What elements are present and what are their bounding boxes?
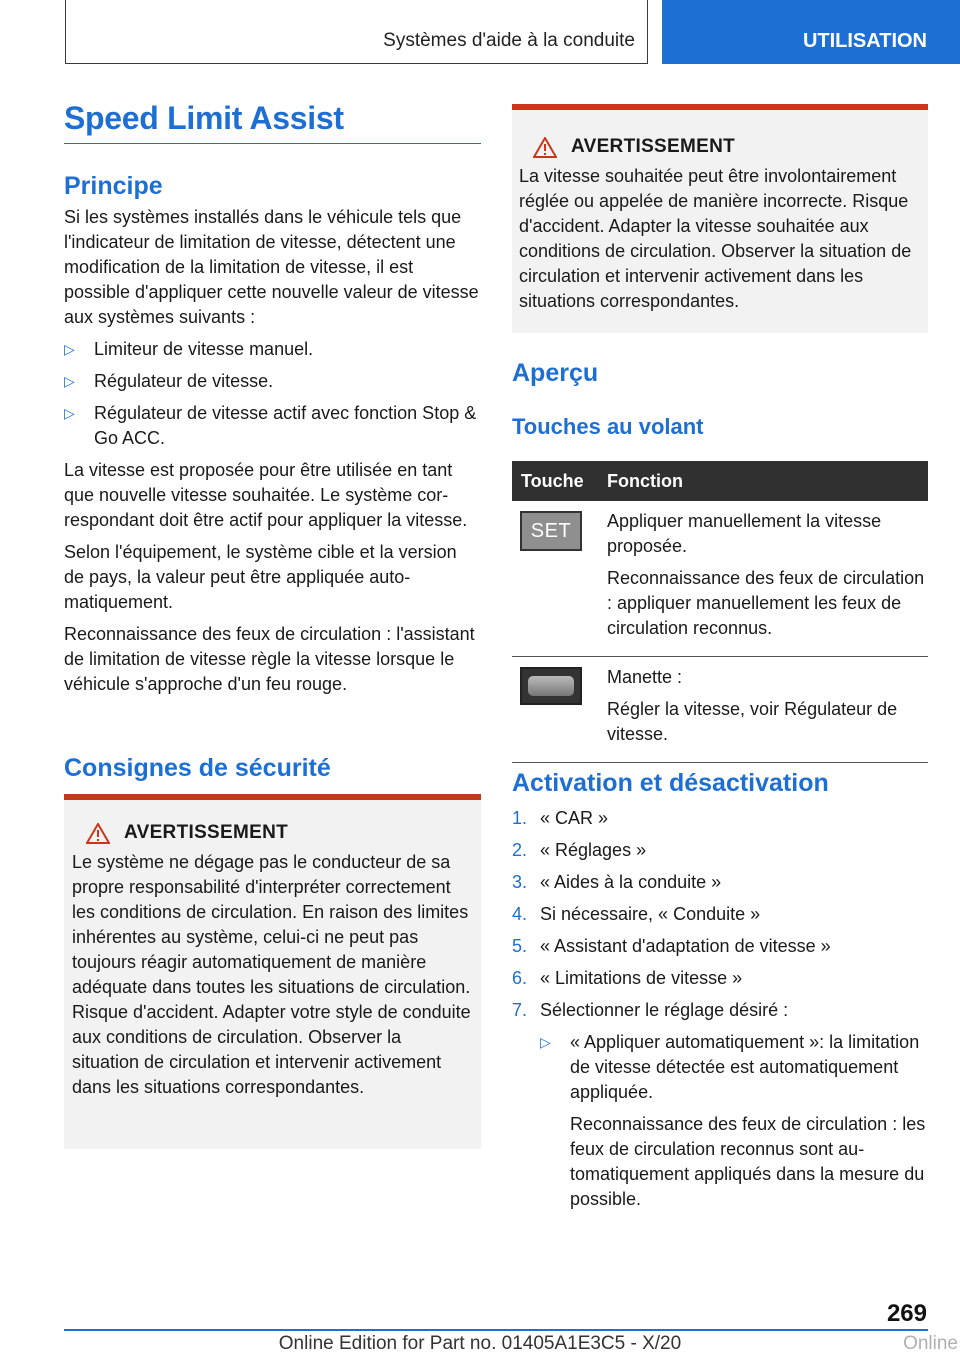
step-item: 6. « Limitations de vitesse » — [512, 968, 743, 988]
page-title: Speed Limit Assist — [64, 100, 481, 144]
watermark: Online — [903, 1333, 958, 1354]
header-chapter-label: UTILISATION — [802, 30, 927, 52]
table-header-row — [512, 461, 928, 501]
consignes-heading: Consignes de sécurité — [64, 754, 331, 782]
function-text: Appliquer manuellement la vitesse proposée. — [607, 511, 882, 556]
function-text: Reconnaissance des feux de circulation : appliquer manuellement les feux de circulation reconnus. — [607, 568, 925, 638]
principe-paragraph: La vitesse est proposée pour être utilisée en tant que nouvelle vitesse souhaitée. Le système correspondant doit être actif pour appliquer la vitesse. — [64, 460, 468, 530]
triangle-bullet-icon: ▷ — [64, 373, 75, 389]
header-chapter-tab[interactable] — [662, 0, 960, 64]
activation-heading: Activation et désactivation — [512, 769, 829, 797]
page-number: 269 — [886, 1300, 927, 1327]
list-item: ▷ Régulateur de vitesse. — [64, 369, 481, 394]
principe-section — [64, 172, 481, 704]
warning-text: La vitesse souhaitée peut être involontairement réglée ou appelée de manière incorrecte. Risque d'accident. Adapter la vitesse souhaitée aux conditions de circulation. Observer la situation de circulation et intervenir activement dans les situations correspondantes. — [519, 166, 912, 311]
steering-keys-heading: Touches au volant — [512, 414, 704, 439]
function-text: Manette : — [607, 667, 683, 687]
principe-heading: Principe — [64, 172, 163, 200]
step-item: 1. « CAR » — [512, 808, 609, 828]
function-text: Régler la vitesse, voir Régulateur de vitesse. — [607, 699, 898, 744]
triangle-bullet-icon: ▷ — [64, 341, 75, 357]
header-section-title: Systèmes d'aide à la conduite — [383, 30, 635, 51]
triangle-bullet-icon: ▷ — [64, 405, 75, 421]
set-button-icon: SET — [520, 511, 582, 551]
warning-box-safety — [64, 794, 481, 1149]
footer-edition: Online Edition for Part no. 01405A1E3C5 - X/20 — [278, 1333, 682, 1354]
header-section-box — [65, 0, 648, 64]
step-item: 3. « Aides à la conduite » — [512, 872, 722, 892]
warning-box-speed — [512, 104, 928, 333]
warning-title: AVERTISSEMENT — [571, 136, 736, 157]
step-item: 2. « Réglages » — [512, 840, 647, 860]
step-item: 7. Sélectionner le réglage désiré : ▷ « Appliquer automatiquement »: la limitation de vitesse détectée est automatiquement appliquée. Reconnaissance des feux de circulation : les feux de circulation reconnus sont automatiquement appliqués dans la mesure du possible. — [512, 998, 928, 1212]
table-row — [512, 501, 928, 657]
activation-steps — [512, 806, 928, 1219]
principe-paragraph: Reconnaissance des feux de circulation : l'assistant de limitation de vitesse règle la vitesse lorsque le véhicule s'approche d'un feu rouge. — [64, 624, 475, 694]
apercu-heading: Aperçu — [512, 359, 599, 387]
list-item: ▷ Régulateur de vitesse actif avec fonction Stop & Go ACC. — [64, 403, 477, 448]
step-item: 5. « Assistant d'adaptation de vitesse » — [512, 936, 831, 956]
warning-title: AVERTISSEMENT — [124, 822, 289, 843]
step-item: 4. Si nécessaire, « Conduite » — [512, 904, 761, 924]
principe-intro: Si les systèmes installés dans le véhicule tels que l'indicateur de limitation de vitesse, détectent une modification de la limitation de vitesse, il est possible d'appliquer cette nouvelle valeur de vitesse aux systèmes suivants : — [64, 207, 479, 327]
list-item: ▷ Limiteur de vitesse manuel. — [64, 337, 481, 362]
warning-triangle-icon — [86, 823, 110, 844]
column-header-key: Touche — [512, 461, 598, 501]
footer-divider — [64, 1329, 928, 1331]
steering-keys-table — [512, 461, 928, 763]
list-item: ▷ « Appliquer automatiquement »: la limitation de vitesse détectée est automatiquement appliquée. Reconnaissance des feux de circulation : les feux de circulation reconnus sont automatiquement appliqués dans la mesure du possible. — [540, 1030, 928, 1212]
setting-note: Reconnaissance des feux de circulation : les feux de circulation reconnus sont automatiquement appliqués dans la mesure du possible. — [570, 1114, 926, 1209]
target-systems-list — [64, 337, 481, 451]
column-header-function: Fonction — [598, 461, 928, 501]
lever-icon — [520, 667, 582, 705]
triangle-bullet-icon: ▷ — [540, 1034, 551, 1050]
warning-text: Le système ne dégage pas le conducteur de sa propre responsabilité d'interpréter correctement les conditions de circulation. En raison des limites inhérentes au système, celui-ci ne peut pas toujours réagir automatiquement de manière adéquate dans toutes les situations de circulation. Risque d'accident. Adapter votre style de conduite aux conditions de circulation. Observer la situation de circulation et intervenir activement dans les situations correspondantes. — [72, 852, 471, 1097]
principe-paragraph: Selon l'équipement, le système cible et la version de pays, la valeur peut être appliquée automatiquement. — [64, 542, 457, 612]
warning-triangle-icon — [533, 137, 557, 158]
setting-option-list — [540, 1030, 928, 1212]
table-row — [512, 657, 928, 763]
